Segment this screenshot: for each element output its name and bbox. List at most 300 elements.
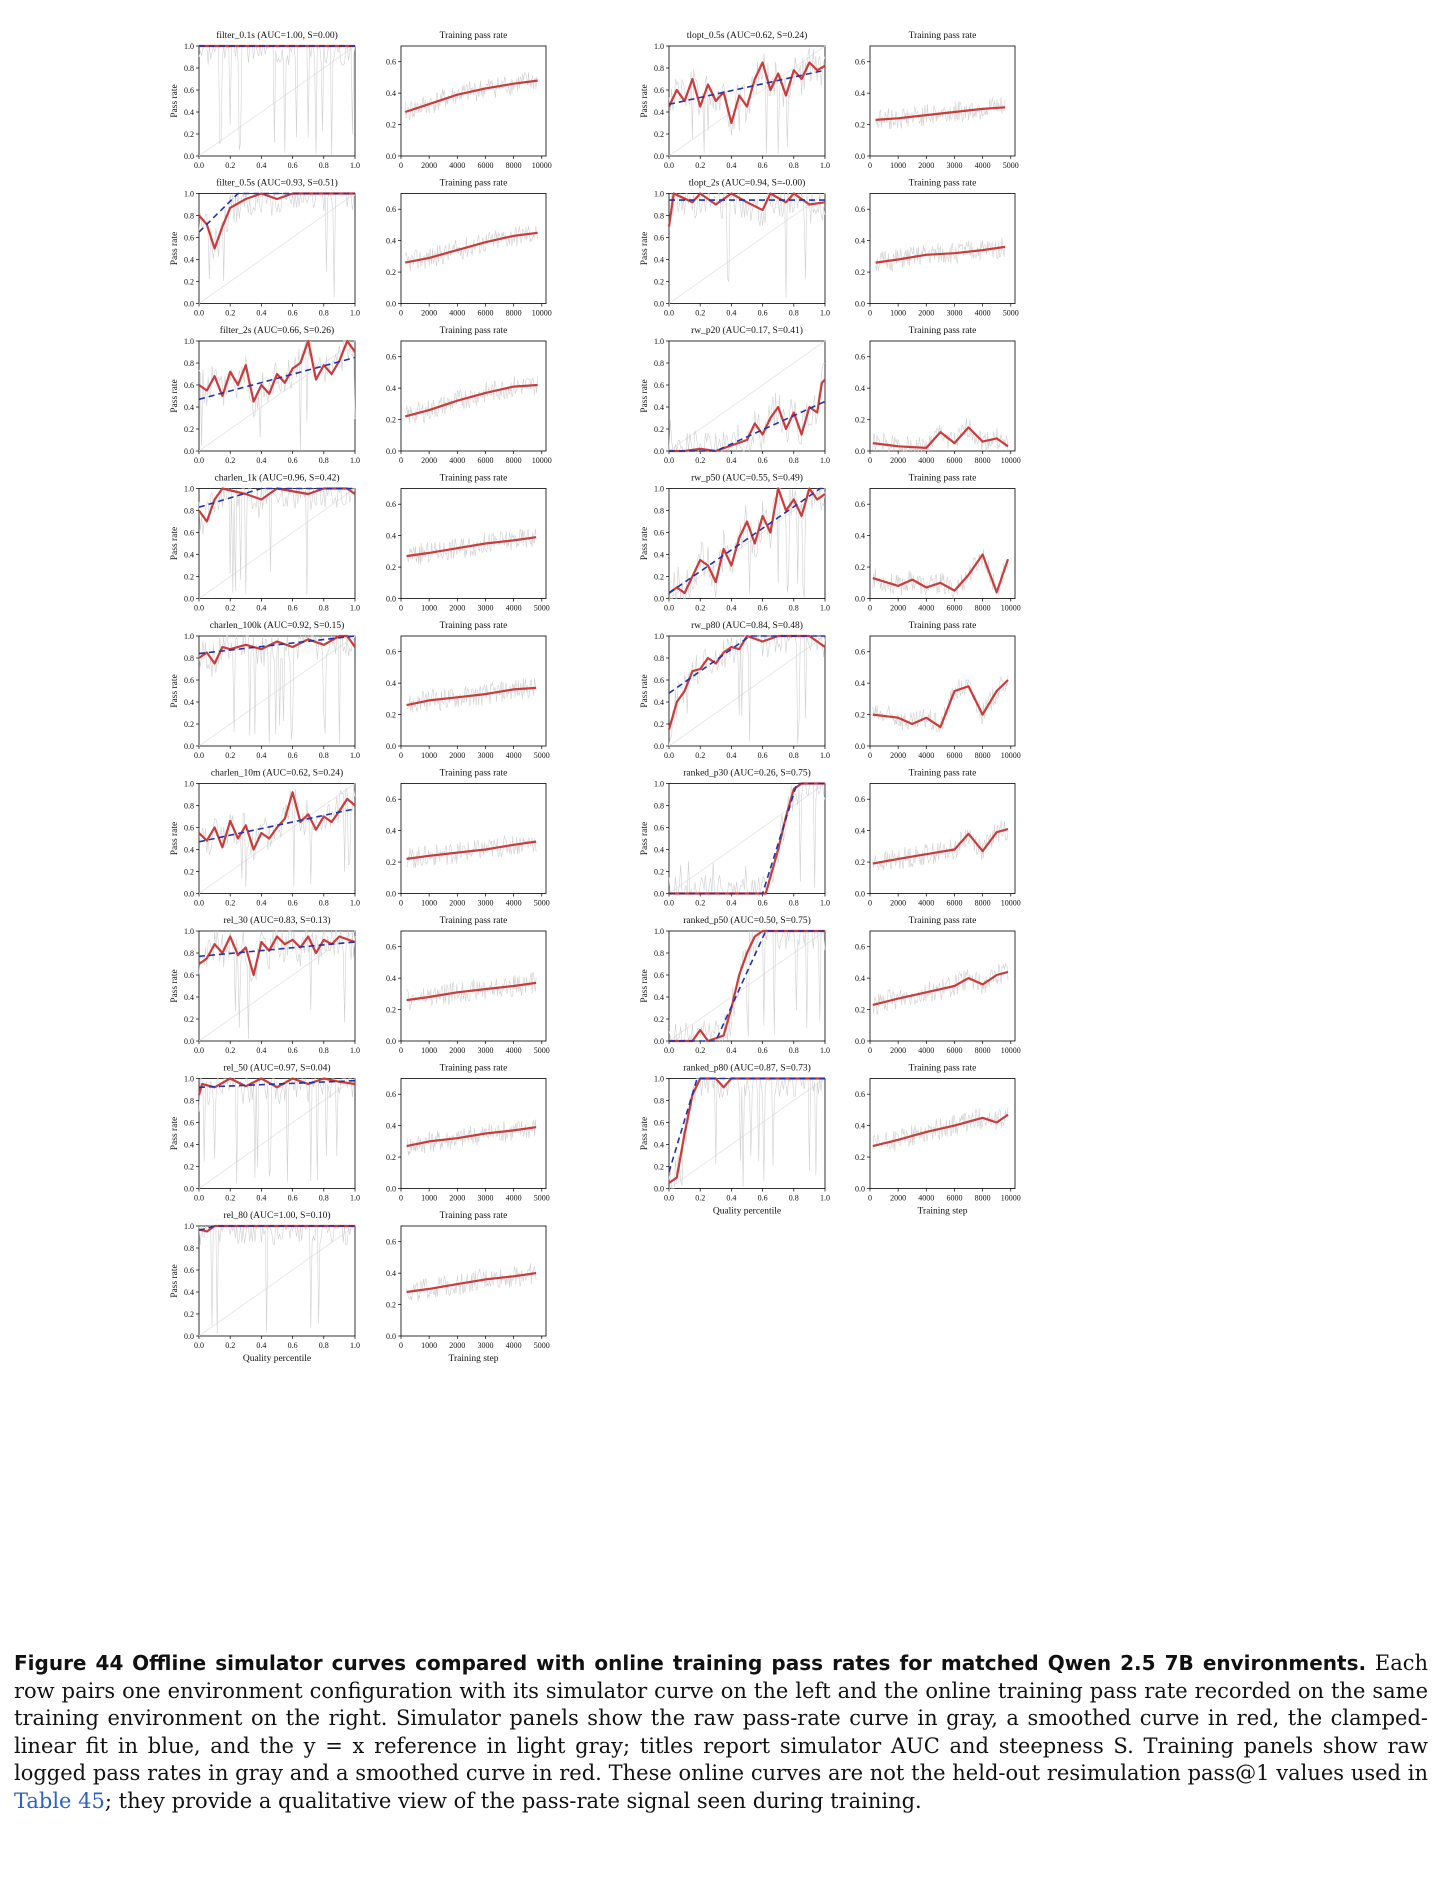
x-tick-label: 0.0 bbox=[194, 1193, 204, 1203]
x-tick-label: 0.6 bbox=[287, 1341, 298, 1350]
sim-y-axis-label: Pass rate bbox=[170, 379, 180, 413]
x-tick-label: 0.0 bbox=[194, 1341, 204, 1350]
caption-label: Figure 44 bbox=[14, 1651, 124, 1675]
reference-line bbox=[669, 46, 825, 156]
x-tick-label: 3000 bbox=[477, 751, 494, 760]
y-tick-label: 1.0 bbox=[184, 1222, 194, 1231]
train-panel-title: Training pass rate bbox=[908, 1063, 977, 1074]
x-tick-label: 0.8 bbox=[788, 456, 799, 465]
y-tick-label: 0.6 bbox=[184, 86, 194, 95]
y-tick-label: 0.6 bbox=[654, 381, 664, 390]
caption-heading: Offline simulator curves compared with online training pass rates for matched Qwen 2.5 7B environments. bbox=[132, 1651, 1367, 1675]
sim-panel bbox=[640, 915, 830, 1055]
x-tick-label: 6000 bbox=[477, 308, 494, 318]
x-tick-label: 0.0 bbox=[664, 308, 674, 318]
y-tick-label: 1.0 bbox=[184, 189, 194, 199]
x-tick-label: 0.2 bbox=[695, 1046, 706, 1055]
y-tick-label: 0.6 bbox=[184, 676, 194, 685]
y-tick-label: 0.6 bbox=[386, 1090, 396, 1100]
x-tick-label: 2000 bbox=[421, 161, 438, 170]
y-tick-label: 0.2 bbox=[386, 120, 396, 130]
train-panel bbox=[386, 916, 550, 1055]
x-tick-label: 2000 bbox=[449, 1046, 466, 1055]
x-tick-label: 3000 bbox=[477, 898, 494, 908]
x-tick-label: 1.0 bbox=[350, 1341, 360, 1350]
y-tick-label: 0.2 bbox=[855, 1005, 865, 1015]
x-tick-label: 6000 bbox=[477, 456, 494, 465]
reference-line bbox=[199, 1079, 355, 1189]
x-tick-label: 0.8 bbox=[318, 161, 329, 170]
x-tick-label: 2000 bbox=[421, 308, 438, 318]
x-tick-label: 3000 bbox=[477, 1046, 494, 1055]
x-tick-label: 0.8 bbox=[318, 1193, 329, 1203]
y-tick-label: 0.4 bbox=[855, 531, 865, 541]
y-tick-label: 1.0 bbox=[184, 42, 194, 51]
y-tick-label: 0.6 bbox=[184, 1118, 194, 1128]
sim-panel-title: rw_p80 (AUC=0.84, S=0.48) bbox=[691, 621, 803, 631]
train-panel-title: Training pass rate bbox=[439, 916, 508, 926]
x-tick-label: 3000 bbox=[477, 1193, 494, 1203]
x-tick-label: 5000 bbox=[1002, 161, 1019, 170]
x-tick-label: 0.6 bbox=[757, 161, 768, 170]
y-tick-label: 0.6 bbox=[386, 647, 396, 657]
y-tick-label: 0.6 bbox=[654, 823, 664, 833]
x-tick-label: 0 bbox=[399, 1341, 403, 1350]
sim-y-axis-label: Pass rate bbox=[170, 1116, 180, 1151]
x-tick-label: 10000 bbox=[1000, 751, 1021, 760]
y-tick-label: 0.2 bbox=[855, 415, 865, 425]
x-tick-label: 10000 bbox=[1000, 603, 1021, 613]
x-tick-label: 0.6 bbox=[757, 751, 768, 760]
x-tick-label: 5000 bbox=[1002, 308, 1019, 318]
train-panel bbox=[386, 1211, 550, 1364]
y-tick-label: 0.0 bbox=[855, 1184, 865, 1194]
y-tick-label: 0.6 bbox=[855, 205, 865, 215]
train-panel-title: Training pass rate bbox=[908, 326, 977, 336]
y-tick-label: 0.0 bbox=[386, 1332, 396, 1341]
train-panel bbox=[386, 179, 552, 318]
sim-y-axis-label: Pass rate bbox=[640, 379, 650, 413]
y-tick-label: 0.8 bbox=[184, 1096, 194, 1106]
x-tick-label: 10000 bbox=[531, 161, 552, 170]
y-tick-label: 0.4 bbox=[386, 236, 396, 246]
x-tick-label: 0 bbox=[399, 456, 403, 465]
y-tick-label: 0.2 bbox=[184, 572, 194, 582]
y-tick-label: 0.4 bbox=[654, 1140, 664, 1150]
sim-panel bbox=[170, 768, 360, 908]
x-tick-label: 1.0 bbox=[820, 1193, 830, 1203]
y-tick-label: 0.6 bbox=[184, 971, 194, 980]
train-panel bbox=[386, 326, 552, 465]
x-tick-label: 0.4 bbox=[726, 456, 737, 465]
y-tick-label: 0.8 bbox=[184, 1244, 194, 1253]
x-tick-label: 4000 bbox=[918, 898, 935, 908]
train-panel bbox=[386, 769, 550, 908]
sim-y-axis-label: Pass rate bbox=[640, 231, 650, 266]
train-panel bbox=[386, 474, 550, 613]
y-tick-label: 0.0 bbox=[855, 299, 865, 309]
y-tick-label: 0.6 bbox=[855, 1090, 865, 1100]
y-tick-label: 0.2 bbox=[855, 710, 865, 720]
x-tick-label: 0.0 bbox=[664, 161, 674, 170]
y-tick-label: 0.0 bbox=[184, 1184, 194, 1194]
x-tick-label: 0.0 bbox=[664, 456, 674, 465]
y-tick-label: 1.0 bbox=[654, 42, 664, 51]
x-tick-label: 0.6 bbox=[757, 898, 768, 908]
y-tick-label: 0.6 bbox=[654, 528, 664, 538]
y-tick-label: 0.8 bbox=[184, 654, 194, 663]
y-tick-label: 0.0 bbox=[654, 299, 664, 309]
x-tick-label: 10000 bbox=[1000, 898, 1021, 908]
clamped-linear-fit bbox=[199, 942, 355, 956]
x-tick-label: 1.0 bbox=[820, 308, 830, 318]
y-tick-label: 0.2 bbox=[184, 720, 194, 729]
sim-y-axis-label: Pass rate bbox=[640, 84, 650, 118]
x-tick-label: 1.0 bbox=[350, 1193, 360, 1203]
sim-panel bbox=[170, 325, 360, 465]
x-tick-label: 6000 bbox=[946, 751, 963, 760]
y-tick-label: 0.4 bbox=[184, 403, 194, 412]
x-tick-label: 0.8 bbox=[318, 751, 329, 760]
smoothed-series bbox=[199, 937, 355, 976]
x-tick-label: 6000 bbox=[946, 1046, 963, 1055]
x-tick-label: 0 bbox=[868, 603, 872, 613]
y-tick-label: 0.2 bbox=[386, 1005, 396, 1015]
x-tick-label: 0.0 bbox=[664, 603, 674, 613]
x-tick-label: 0.8 bbox=[318, 308, 329, 318]
x-tick-label: 0.2 bbox=[225, 1046, 236, 1055]
x-tick-label: 0.2 bbox=[225, 751, 236, 760]
y-tick-label: 0.2 bbox=[184, 1310, 194, 1319]
x-tick-label: 0.6 bbox=[757, 1193, 768, 1203]
y-tick-label: 0.4 bbox=[654, 993, 664, 1002]
y-tick-label: 0.4 bbox=[386, 1121, 396, 1131]
y-tick-label: 0.0 bbox=[184, 447, 194, 456]
y-tick-label: 0.2 bbox=[386, 563, 396, 573]
train-raw-series bbox=[405, 376, 537, 424]
x-tick-label: 2000 bbox=[890, 751, 907, 760]
y-tick-label: 0.2 bbox=[654, 572, 664, 582]
train-panel-title: Training pass rate bbox=[439, 1063, 508, 1074]
sim-y-axis-label: Pass rate bbox=[640, 969, 650, 1003]
x-tick-label: 1.0 bbox=[350, 898, 360, 908]
y-tick-label: 0.6 bbox=[855, 942, 865, 952]
y-tick-label: 0.2 bbox=[654, 425, 664, 434]
y-tick-label: 1.0 bbox=[184, 927, 194, 936]
x-tick-label: 0 bbox=[868, 308, 872, 318]
y-tick-label: 0.6 bbox=[184, 1266, 194, 1275]
sim-panel bbox=[170, 1210, 360, 1364]
sim-x-axis-label: Quality percentile bbox=[712, 1206, 782, 1217]
y-tick-label: 0.4 bbox=[184, 1288, 194, 1297]
y-tick-label: 0.0 bbox=[386, 299, 396, 309]
y-tick-label: 0.2 bbox=[855, 563, 865, 573]
x-tick-label: 0.2 bbox=[695, 456, 706, 465]
figure-caption bbox=[14, 1650, 1428, 1815]
y-tick-label: 0.4 bbox=[654, 845, 664, 855]
x-tick-label: 4000 bbox=[505, 751, 522, 760]
y-tick-label: 0.2 bbox=[184, 425, 194, 434]
sim-panel bbox=[170, 473, 360, 613]
y-tick-label: 0.2 bbox=[386, 268, 396, 278]
x-tick-label: 0.6 bbox=[287, 161, 298, 170]
y-tick-label: 0.8 bbox=[184, 801, 194, 811]
x-tick-label: 0.0 bbox=[194, 308, 204, 318]
y-tick-label: 0.6 bbox=[184, 381, 194, 390]
y-tick-label: 0.0 bbox=[654, 889, 664, 899]
y-tick-label: 0.4 bbox=[654, 698, 664, 707]
train-panel-title: Training pass rate bbox=[439, 31, 508, 41]
x-tick-label: 4000 bbox=[505, 1341, 522, 1350]
y-tick-label: 0.0 bbox=[654, 594, 664, 604]
x-tick-label: 2000 bbox=[918, 308, 935, 318]
x-tick-label: 1000 bbox=[421, 751, 438, 760]
y-tick-label: 0.4 bbox=[855, 89, 865, 99]
sim-panel-title: ranked_p80 (AUC=0.87, S=0.73) bbox=[683, 1063, 811, 1074]
y-tick-label: 0.0 bbox=[184, 594, 194, 604]
reference-line bbox=[669, 636, 825, 746]
sim-y-axis-label: Pass rate bbox=[170, 674, 180, 708]
sim-panel-title: charlen_1k (AUC=0.96, S=0.42) bbox=[214, 473, 340, 484]
x-tick-label: 5000 bbox=[533, 1193, 550, 1203]
x-tick-label: 0 bbox=[868, 456, 872, 465]
x-tick-label: 0.4 bbox=[256, 308, 267, 318]
y-tick-label: 0.6 bbox=[654, 1118, 664, 1128]
x-tick-label: 1.0 bbox=[820, 898, 830, 908]
y-tick-label: 0.2 bbox=[855, 1153, 865, 1163]
x-tick-label: 8000 bbox=[974, 898, 991, 908]
sim-panel bbox=[640, 1063, 830, 1217]
caption-body-2: ; they provide a qualitative view of the pass-rate signal seen during training. bbox=[104, 1788, 922, 1813]
train-panel bbox=[855, 179, 1019, 318]
x-tick-label: 2000 bbox=[890, 1046, 907, 1055]
reference-line bbox=[199, 931, 355, 1041]
y-tick-label: 0.6 bbox=[386, 500, 396, 510]
x-tick-label: 8000 bbox=[974, 1046, 991, 1055]
y-tick-label: 0.8 bbox=[184, 64, 194, 73]
x-tick-label: 4000 bbox=[449, 456, 466, 465]
y-tick-label: 0.4 bbox=[386, 531, 396, 541]
y-tick-label: 0.6 bbox=[855, 352, 865, 362]
sim-panel-title: ranked_p50 (AUC=0.50, S=0.75) bbox=[683, 916, 811, 926]
y-tick-label: 1.0 bbox=[654, 927, 664, 936]
y-tick-label: 0.0 bbox=[184, 742, 194, 751]
x-tick-label: 0 bbox=[868, 161, 872, 170]
x-tick-label: 0.6 bbox=[287, 751, 298, 760]
raw-series bbox=[669, 48, 825, 154]
x-tick-label: 0.6 bbox=[287, 308, 298, 318]
x-tick-label: 10000 bbox=[531, 456, 552, 465]
train-panel-title: Training pass rate bbox=[908, 621, 977, 631]
reference-line bbox=[199, 1226, 355, 1336]
train-panel-title: Training pass rate bbox=[439, 326, 508, 336]
y-tick-label: 0.2 bbox=[386, 415, 396, 425]
x-tick-label: 0.4 bbox=[256, 456, 267, 465]
x-tick-label: 5000 bbox=[533, 603, 550, 613]
y-tick-label: 0.0 bbox=[855, 1037, 865, 1046]
train-raw-series bbox=[405, 72, 537, 120]
y-tick-label: 0.0 bbox=[654, 742, 664, 751]
x-tick-label: 0.2 bbox=[225, 603, 236, 613]
x-tick-label: 8000 bbox=[505, 456, 522, 465]
x-tick-label: 0.8 bbox=[788, 898, 799, 908]
x-tick-label: 6000 bbox=[946, 898, 963, 908]
y-tick-label: 0.0 bbox=[654, 447, 664, 456]
x-tick-label: 2000 bbox=[449, 1193, 466, 1203]
x-tick-label: 1.0 bbox=[350, 161, 360, 170]
y-tick-label: 0.2 bbox=[654, 867, 664, 877]
x-tick-label: 2000 bbox=[449, 898, 466, 908]
y-tick-label: 0.0 bbox=[855, 152, 865, 161]
x-tick-label: 8000 bbox=[974, 456, 991, 465]
y-tick-label: 0.2 bbox=[184, 277, 194, 287]
table-ref-link[interactable]: Table 45 bbox=[14, 1788, 105, 1813]
y-tick-label: 0.8 bbox=[654, 654, 664, 663]
sim-panel bbox=[170, 30, 360, 170]
y-tick-label: 0.8 bbox=[654, 211, 664, 221]
y-tick-label: 0.4 bbox=[184, 255, 194, 265]
train-smoothed-series bbox=[407, 1127, 536, 1146]
y-tick-label: 0.4 bbox=[855, 826, 865, 836]
x-tick-label: 0.2 bbox=[225, 898, 236, 908]
y-tick-label: 0.2 bbox=[654, 1015, 664, 1024]
x-tick-label: 4000 bbox=[918, 603, 935, 613]
x-tick-label: 3000 bbox=[477, 1341, 494, 1350]
sim-y-axis-label: Pass rate bbox=[640, 526, 650, 561]
train-panel bbox=[855, 326, 1021, 465]
x-tick-label: 0.4 bbox=[256, 1341, 267, 1350]
y-tick-label: 0.0 bbox=[184, 152, 194, 161]
sim-y-axis-label: Pass rate bbox=[170, 231, 180, 266]
y-tick-label: 0.0 bbox=[654, 1184, 664, 1194]
y-tick-label: 0.2 bbox=[386, 858, 396, 868]
x-tick-label: 0.8 bbox=[788, 308, 799, 318]
y-tick-label: 0.6 bbox=[855, 500, 865, 510]
y-tick-label: 0.0 bbox=[184, 1037, 194, 1046]
sim-panel bbox=[170, 620, 360, 760]
y-tick-label: 1.0 bbox=[654, 484, 664, 494]
x-tick-label: 10000 bbox=[1000, 1046, 1021, 1055]
y-tick-label: 1.0 bbox=[654, 189, 664, 199]
sim-x-axis-label: Quality percentile bbox=[242, 1354, 312, 1364]
x-tick-label: 0.6 bbox=[287, 456, 298, 465]
x-tick-label: 6000 bbox=[477, 161, 494, 170]
x-tick-label: 8000 bbox=[505, 308, 522, 318]
y-tick-label: 0.2 bbox=[654, 130, 664, 139]
y-tick-label: 1.0 bbox=[184, 337, 194, 346]
reference-line bbox=[669, 931, 825, 1041]
y-tick-label: 0.6 bbox=[654, 86, 664, 95]
y-tick-label: 0.2 bbox=[855, 120, 865, 130]
y-tick-label: 0.0 bbox=[184, 889, 194, 899]
y-tick-label: 0.2 bbox=[654, 1162, 664, 1172]
y-tick-label: 0.2 bbox=[184, 1162, 194, 1172]
x-tick-label: 1000 bbox=[890, 308, 907, 318]
x-tick-label: 1000 bbox=[421, 603, 438, 613]
x-tick-label: 4000 bbox=[449, 308, 466, 318]
x-tick-label: 0.4 bbox=[256, 751, 267, 760]
x-tick-label: 0.2 bbox=[695, 161, 706, 170]
x-tick-label: 4000 bbox=[505, 1046, 522, 1055]
x-tick-label: 5000 bbox=[533, 1341, 550, 1350]
y-tick-label: 0.4 bbox=[184, 550, 194, 560]
x-tick-label: 1.0 bbox=[350, 1046, 360, 1055]
train-panel bbox=[855, 769, 1021, 908]
sim-panel bbox=[640, 473, 830, 613]
x-tick-label: 0 bbox=[399, 1046, 403, 1055]
x-tick-label: 0.6 bbox=[287, 1193, 298, 1203]
y-tick-label: 0.2 bbox=[184, 1015, 194, 1024]
sim-y-axis-label: Pass rate bbox=[170, 821, 180, 856]
sim-panel-title: charlen_10m (AUC=0.62, S=0.24) bbox=[210, 768, 344, 779]
y-tick-label: 0.4 bbox=[654, 255, 664, 265]
x-tick-label: 2000 bbox=[449, 1341, 466, 1350]
x-tick-label: 0.6 bbox=[287, 898, 298, 908]
y-tick-label: 0.2 bbox=[184, 130, 194, 139]
y-tick-label: 0.4 bbox=[184, 1140, 194, 1150]
x-tick-label: 0.4 bbox=[726, 898, 737, 908]
x-tick-label: 0.2 bbox=[695, 1193, 706, 1203]
x-tick-label: 0.8 bbox=[318, 456, 329, 465]
x-tick-label: 0.2 bbox=[225, 456, 236, 465]
y-tick-label: 0.8 bbox=[184, 949, 194, 958]
x-tick-label: 0.0 bbox=[194, 603, 204, 613]
x-tick-label: 5000 bbox=[533, 1046, 550, 1055]
y-tick-label: 0.4 bbox=[654, 550, 664, 560]
y-tick-label: 0.8 bbox=[654, 1096, 664, 1106]
train-panel bbox=[855, 1064, 1021, 1217]
x-tick-label: 0.4 bbox=[726, 751, 737, 760]
y-tick-label: 0.0 bbox=[184, 299, 194, 309]
y-tick-label: 0.2 bbox=[855, 268, 865, 278]
x-tick-label: 0.4 bbox=[726, 1046, 737, 1055]
y-tick-label: 0.6 bbox=[855, 57, 865, 67]
y-tick-label: 0.6 bbox=[386, 795, 396, 805]
x-tick-label: 0.8 bbox=[788, 1046, 799, 1055]
y-tick-label: 0.0 bbox=[184, 1332, 194, 1341]
x-tick-label: 4000 bbox=[505, 1193, 522, 1203]
y-tick-label: 0.0 bbox=[386, 889, 396, 899]
x-tick-label: 0.8 bbox=[788, 1193, 799, 1203]
y-tick-label: 0.4 bbox=[184, 845, 194, 855]
y-tick-label: 0.4 bbox=[855, 1121, 865, 1131]
sim-y-axis-label: Pass rate bbox=[640, 1116, 650, 1151]
y-tick-label: 0.2 bbox=[654, 277, 664, 287]
x-tick-label: 0.6 bbox=[287, 1046, 298, 1055]
x-tick-label: 0.0 bbox=[194, 751, 204, 760]
x-tick-label: 0.8 bbox=[788, 751, 799, 760]
x-tick-label: 4000 bbox=[918, 456, 935, 465]
x-tick-label: 0.8 bbox=[318, 898, 329, 908]
x-tick-label: 0.0 bbox=[664, 751, 674, 760]
x-tick-label: 0 bbox=[399, 751, 403, 760]
y-tick-label: 0.4 bbox=[855, 384, 865, 394]
x-tick-label: 0.0 bbox=[194, 1046, 204, 1055]
y-tick-label: 0.8 bbox=[184, 211, 194, 221]
x-tick-label: 2000 bbox=[890, 456, 907, 465]
x-tick-label: 0.4 bbox=[256, 161, 267, 170]
x-tick-label: 0.6 bbox=[287, 603, 298, 613]
clamped-linear-fit bbox=[669, 1079, 825, 1173]
sim-panel bbox=[640, 768, 830, 908]
axes-frame bbox=[870, 46, 1015, 156]
x-tick-label: 0.8 bbox=[788, 603, 799, 613]
y-tick-label: 0.6 bbox=[184, 528, 194, 538]
sim-panel-title: filter_0.1s (AUC=1.00, S=0.00) bbox=[216, 31, 338, 41]
x-tick-label: 8000 bbox=[505, 161, 522, 170]
y-tick-label: 0.4 bbox=[386, 384, 396, 394]
train-panel-title: Training pass rate bbox=[908, 178, 977, 189]
